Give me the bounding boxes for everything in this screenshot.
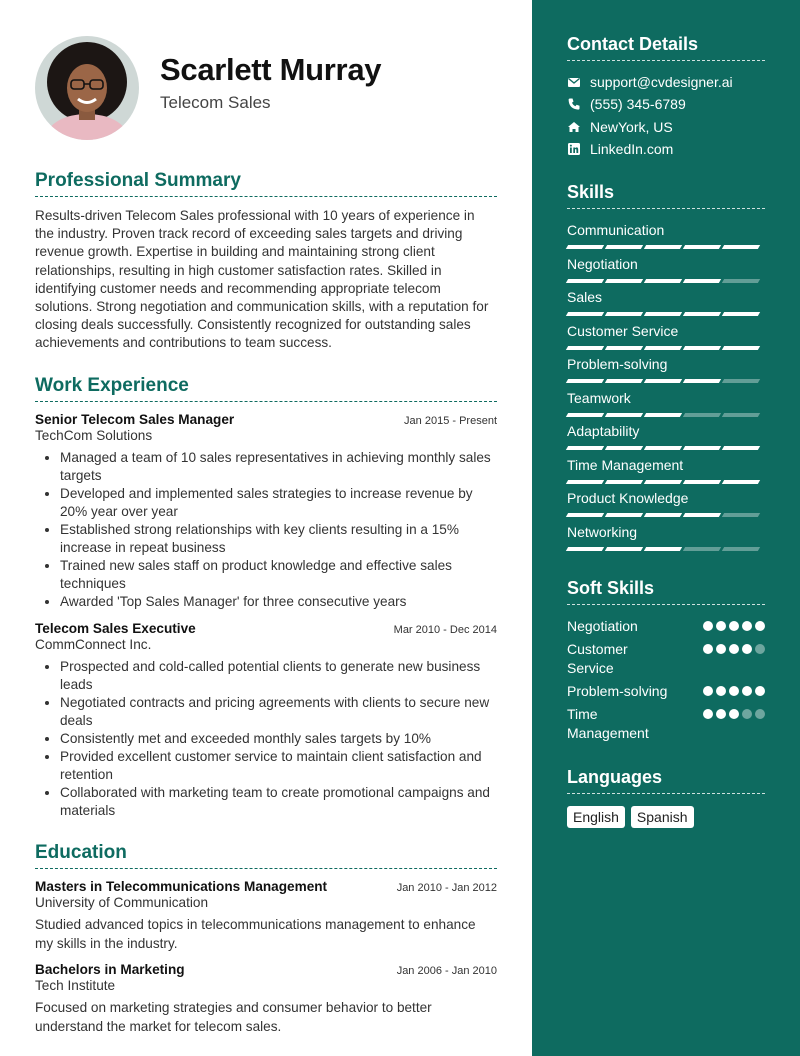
job-bullets: [35, 449, 497, 611]
phone-icon: [567, 97, 581, 111]
skill-name: Negotiation: [567, 255, 638, 272]
location-text: NewYork, US: [590, 118, 673, 135]
rating-dot: [755, 621, 765, 631]
skill-level-segment: [566, 413, 604, 417]
soft-skill-item: [567, 682, 765, 701]
contact-phone[interactable]: [567, 96, 765, 114]
home-icon: [567, 120, 581, 134]
skill-item: [567, 489, 765, 523]
soft-skill-name: Negotiation: [567, 618, 638, 634]
skill-level-segment: [566, 312, 604, 316]
skills-heading: Skills: [567, 182, 765, 209]
skill-item: [567, 288, 765, 322]
skill-level-segment: [605, 480, 643, 484]
skill-level-segment: [683, 279, 721, 283]
skill-level-segment: [605, 346, 643, 350]
skill-level-segment: [722, 413, 760, 417]
rating-dot: [703, 621, 713, 631]
soft-skill-rating: [703, 705, 765, 743]
linkedin-icon: [567, 142, 581, 156]
skill-level-segment: [644, 413, 682, 417]
languages-list: [567, 806, 765, 828]
skill-name: Teamwork: [567, 389, 631, 406]
skill-item: [567, 322, 765, 356]
list-item: • Established strong relationships with key clients resulting in a 15% increase in repeat business: [60, 521, 497, 557]
skill-level-segment: [644, 346, 682, 350]
person-title: Telecom Sales: [160, 93, 271, 112]
skill-item: [567, 221, 765, 255]
rating-dot: [729, 621, 739, 631]
rating-dot: [742, 709, 752, 719]
languages-heading: Languages: [567, 767, 765, 794]
skill-level-segment: [683, 547, 721, 551]
skill-level-segment: [605, 513, 643, 517]
skill-level-bar: [567, 446, 765, 450]
school-name: University of Communication: [35, 894, 209, 910]
summary-section: [35, 170, 497, 353]
list-item: • Managed a team of 10 sales representatives in achieving monthly sales targets: [60, 449, 497, 485]
skill-level-bar: [567, 245, 765, 249]
list-item: • Consistently met and exceeded monthly sales targets by 10%: [60, 730, 497, 748]
skill-level-segment: [722, 446, 760, 450]
education-heading: Education: [35, 842, 497, 869]
soft-skill-item: [567, 617, 765, 636]
skill-level-segment: [644, 279, 682, 283]
skill-level-segment: [644, 446, 682, 450]
degree-title: Bachelors in Marketing: [35, 961, 185, 977]
job-date: Jan 2015 - Present: [404, 414, 497, 427]
linkedin-text: LinkedIn.com: [590, 141, 674, 158]
skill-level-segment: [566, 446, 604, 450]
soft-skill-name: Customer Service: [567, 641, 628, 676]
rating-dot: [729, 686, 739, 696]
education-description: Studied advanced topics in telecommunications management to enhance my skills in the industry.: [35, 916, 476, 951]
job-title: Senior Telecom Sales Manager: [35, 411, 235, 427]
skill-level-segment: [683, 312, 721, 316]
soft-skill-rating: [703, 682, 765, 701]
skill-level-bar: [567, 547, 765, 551]
education-date: Jan 2006 - Jan 2010: [396, 964, 497, 977]
skill-level-bar: [567, 279, 765, 283]
job-company: TechCom Solutions: [35, 427, 153, 443]
skill-item: [567, 422, 765, 456]
rating-dot: [716, 644, 726, 654]
skill-level-segment: [644, 245, 682, 249]
soft-skills-heading: Soft Skills: [567, 578, 765, 605]
skill-level-segment: [566, 346, 604, 350]
list-item: • Developed and implemented sales strategies to increase revenue by 20% year over year: [60, 485, 497, 521]
skill-level-segment: [644, 480, 682, 484]
language-tag: English: [567, 806, 625, 828]
language-tag: Spanish: [631, 806, 694, 828]
envelope-icon: [567, 75, 581, 89]
job-entry: [35, 621, 497, 820]
skill-level-segment: [683, 346, 721, 350]
experience-heading: Work Experience: [35, 375, 497, 402]
skill-level-segment: [605, 446, 643, 450]
person-name: Scarlett Murray: [160, 52, 382, 87]
rating-dot: [755, 709, 765, 719]
skill-level-segment: [605, 413, 643, 417]
job-company: CommConnect Inc.: [35, 636, 152, 652]
skill-level-segment: [644, 513, 682, 517]
rating-dot: [716, 709, 726, 719]
resume-header: [35, 0, 497, 160]
skill-level-segment: [605, 245, 643, 249]
contact-heading: Contact Details: [567, 34, 765, 61]
skill-level-segment: [683, 245, 721, 249]
job-entry: [35, 412, 497, 611]
education-section: [35, 842, 497, 1036]
skill-level-segment: [683, 513, 721, 517]
skill-level-segment: [722, 279, 760, 283]
skill-item: [567, 456, 765, 490]
skill-name: Adaptability: [567, 423, 640, 439]
summary-heading: Professional Summary: [35, 170, 497, 197]
soft-skill-rating: [703, 617, 765, 636]
list-item: • Awarded 'Top Sales Manager' for three consecutive years: [60, 593, 497, 611]
skill-level-segment: [683, 413, 721, 417]
rating-dot: [716, 686, 726, 696]
skill-level-segment: [722, 312, 760, 316]
skill-level-bar: [567, 413, 765, 417]
education-entry: [35, 879, 497, 953]
rating-dot: [729, 709, 739, 719]
summary-text: Results-driven Telecom Sales professional with 10 years of experience in the industry. Proven track record of exceeding sales targets and driving revenue growth. Expertise in building and maintaining strong client relationships, resulting in high customer satisfaction rates. Skilled in identifying customer needs and recommending appropriate telecom solutions. Strong negotiation and communication skills, with a reputation for closing deals successfully. Consistently recognized for outstanding sales achievements and contributions to team success.: [35, 208, 489, 351]
soft-skill-name: Problem-solving: [567, 683, 668, 699]
skills-section: [567, 182, 765, 556]
rating-dot: [703, 686, 713, 696]
skill-level-segment: [722, 379, 760, 383]
rating-dot: [716, 621, 726, 631]
contact-linkedin[interactable]: [567, 141, 765, 159]
sidebar: [532, 0, 800, 1056]
skill-level-segment: [605, 279, 643, 283]
skill-level-segment: [644, 547, 682, 551]
skill-item: [567, 255, 765, 289]
skill-level-segment: [644, 379, 682, 383]
rating-dot: [742, 686, 752, 696]
skill-level-segment: [683, 480, 721, 484]
skill-level-segment: [722, 547, 760, 551]
skill-item: [567, 523, 765, 557]
job-date: Mar 2010 - Dec 2014: [393, 623, 497, 636]
skill-name: Networking: [567, 523, 638, 540]
skill-item: [567, 389, 765, 423]
soft-skills-section: [567, 578, 765, 743]
skill-level-segment: [566, 245, 604, 249]
skill-name: Customer Service: [567, 322, 679, 339]
skill-name: Time Management: [567, 456, 684, 473]
rating-dot: [755, 644, 765, 654]
list-item: • Trained new sales staff on product knowledge and effective sales techniques: [60, 557, 497, 593]
contact-email[interactable]: [567, 73, 765, 91]
rating-dot: [703, 644, 713, 654]
skills-list: [567, 221, 765, 556]
rating-dot: [703, 709, 713, 719]
education-date: Jan 2010 - Jan 2012: [396, 881, 497, 894]
email-text: support@cvdesigner.ai: [590, 73, 733, 90]
soft-skills-list: [567, 617, 765, 743]
soft-skill-name: Time Management: [567, 706, 649, 741]
rating-dot: [755, 686, 765, 696]
soft-skill-rating: [703, 640, 765, 678]
skill-level-segment: [566, 547, 604, 551]
skill-level-segment: [605, 379, 643, 383]
skill-level-segment: [566, 513, 604, 517]
skill-level-segment: [722, 513, 760, 517]
skill-name: Problem-solving: [567, 356, 668, 372]
languages-section: [567, 767, 765, 828]
soft-skill-item: [567, 640, 765, 678]
skill-name: Product Knowledge: [567, 490, 689, 506]
contact-section: [567, 34, 765, 158]
skill-level-segment: [722, 480, 760, 484]
rating-dot: [742, 621, 752, 631]
rating-dot: [729, 644, 739, 654]
contact-location: [567, 118, 765, 136]
skill-level-bar: [567, 480, 765, 484]
avatar: [35, 36, 139, 140]
skill-level-segment: [605, 547, 643, 551]
degree-title: Masters in Telecommunications Management: [35, 878, 328, 894]
education-description: Focused on marketing strategies and consumer behavior to better understand the market for telecom sales.: [35, 999, 432, 1034]
skill-name: Sales: [567, 289, 603, 305]
skill-name: Communication: [567, 222, 665, 238]
list-item: • Collaborated with marketing team to create promotional campaigns and materials: [60, 784, 497, 820]
soft-skill-item: [567, 705, 765, 743]
skill-level-segment: [566, 379, 604, 383]
skill-level-segment: [644, 312, 682, 316]
skill-level-segment: [722, 346, 760, 350]
list-item: • Negotiated contracts and pricing agreements with clients to secure new deals: [60, 694, 497, 730]
skill-level-segment: [683, 379, 721, 383]
skill-level-segment: [566, 480, 604, 484]
skill-level-segment: [683, 446, 721, 450]
skill-level-bar: [567, 312, 765, 316]
experience-section: [35, 375, 497, 820]
skill-level-bar: [567, 346, 765, 350]
skill-item: [567, 355, 765, 389]
skill-level-segment: [566, 279, 604, 283]
skill-level-bar: [567, 513, 765, 517]
list-item: • Prospected and cold-called potential clients to generate new business leads: [60, 658, 497, 694]
skill-level-segment: [605, 312, 643, 316]
skill-level-bar: [567, 379, 765, 383]
school-name: Tech Institute: [35, 977, 116, 993]
education-entry: [35, 962, 497, 1036]
phone-text: (555) 345-6789: [590, 96, 686, 113]
job-title: Telecom Sales Executive: [35, 620, 196, 636]
skill-level-segment: [722, 245, 760, 249]
list-item: • Provided excellent customer service to maintain client satisfaction and retention: [60, 748, 497, 784]
rating-dot: [742, 644, 752, 654]
job-bullets: [35, 658, 497, 820]
